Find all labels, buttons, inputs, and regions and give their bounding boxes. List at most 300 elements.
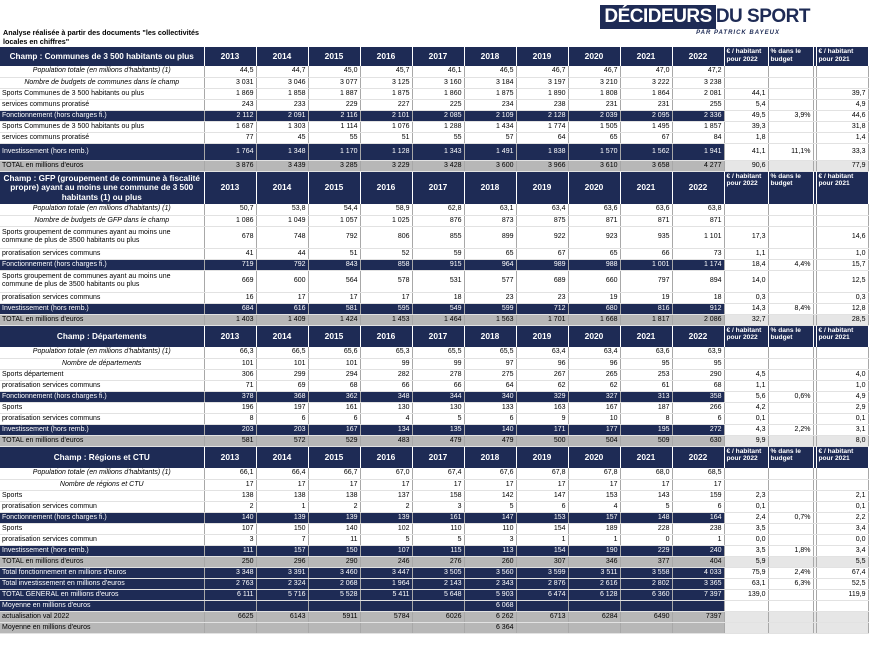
cell-value: 1 101 <box>672 226 724 248</box>
cell-value: 1 864 <box>620 88 672 99</box>
cell-value: 95 <box>620 358 672 369</box>
cell-value: 306 <box>204 369 256 380</box>
cell-value: 912 <box>672 303 724 314</box>
cell-value: 3 210 <box>568 77 620 88</box>
cell-per-capita-2022 <box>724 77 768 88</box>
cell-value: 68,5 <box>672 468 724 479</box>
year-header: 2018 <box>464 446 516 468</box>
cell-value: 3 560 <box>464 567 516 578</box>
row-label: proratisation services communs <box>0 292 204 303</box>
cell-value: 41 <box>204 248 256 259</box>
cell-value: 1 774 <box>516 121 568 132</box>
cell-value: 531 <box>412 270 464 292</box>
cell-value: 3 197 <box>516 77 568 88</box>
cell-value: 233 <box>256 99 308 110</box>
table-row <box>0 589 868 600</box>
row-label: TOTAL en millions d'euros <box>0 435 204 446</box>
cell-value: 139 <box>360 512 412 523</box>
cell-value: 66,5 <box>256 347 308 358</box>
year-header: 2017 <box>412 171 464 204</box>
cell-value: 17 <box>308 292 360 303</box>
cell-value: 9 <box>516 413 568 424</box>
header-per-capita-2022: € / habitant pour 2022 <box>724 325 768 347</box>
cell-value: 2 343 <box>464 578 516 589</box>
table-row <box>0 358 868 369</box>
row-label: Nombre de budgets de GFP dans le champ <box>0 215 204 226</box>
section-title: Champ : Communes de 3 500 habitants ou plus <box>0 47 204 66</box>
cell-value: 6 360 <box>620 589 672 600</box>
cell-value: 5 716 <box>256 589 308 600</box>
cell-budget-share: 8,4% <box>768 303 813 314</box>
cell-value: 858 <box>360 259 412 270</box>
cell-budget-share <box>768 490 813 501</box>
cell-value: 362 <box>308 391 360 402</box>
row-label: services communs proratisé <box>0 132 204 143</box>
cell-value: 1 875 <box>360 88 412 99</box>
cell-value: 17 <box>308 479 360 490</box>
cell-per-capita-2022: 1,1 <box>724 380 768 391</box>
cell-value: 1 128 <box>360 143 412 160</box>
cell-value: 228 <box>620 523 672 534</box>
cell-per-capita-2022: 17,3 <box>724 226 768 248</box>
cell-budget-share <box>768 435 813 446</box>
cell-budget-share: 0,7% <box>768 512 813 523</box>
year-header: 2020 <box>568 171 620 204</box>
cell-value: 2 101 <box>360 110 412 121</box>
cell-budget-share <box>768 380 813 391</box>
cell-value: 150 <box>256 523 308 534</box>
cell-per-capita-2022: 32,7 <box>724 314 768 325</box>
cell-value: 504 <box>568 435 620 446</box>
year-header: 2019 <box>516 446 568 468</box>
cell-value: 4 <box>568 501 620 512</box>
cell-value: 111 <box>204 545 256 556</box>
cell-value: 47,0 <box>620 66 672 77</box>
cell-value: 67,0 <box>360 468 412 479</box>
cell-value: 140 <box>204 512 256 523</box>
cell-value <box>204 622 256 633</box>
cell-value: 4 <box>360 413 412 424</box>
cell-budget-share <box>768 479 813 490</box>
cell-budget-share: 2,2% <box>768 424 813 435</box>
cell-value: 340 <box>464 391 516 402</box>
cell-value: 3 348 <box>204 567 256 578</box>
cell-value: 329 <box>516 391 568 402</box>
cell-value: 66,7 <box>308 468 360 479</box>
cell-value: 4 277 <box>672 160 724 171</box>
row-label: TOTAL en millions d'euros <box>0 556 204 567</box>
cell-value: 2 324 <box>256 578 308 589</box>
cell-value: 134 <box>360 424 412 435</box>
section-title: Champ : Régions et CTU <box>0 446 204 468</box>
table-row <box>0 611 868 622</box>
cell-budget-share: 1,8% <box>768 545 813 556</box>
cell-value: 873 <box>464 215 516 226</box>
cell-value: 915 <box>412 259 464 270</box>
cell-value: 1 303 <box>256 121 308 132</box>
table-row <box>0 435 868 446</box>
year-header: 2013 <box>204 47 256 66</box>
row-label: Sports <box>0 402 204 413</box>
cell-value: 65,5 <box>412 347 464 358</box>
cell-value: 1 687 <box>204 121 256 132</box>
cell-value: 138 <box>308 490 360 501</box>
cell-value: 348 <box>360 391 412 402</box>
cell-value: 203 <box>204 424 256 435</box>
table-row <box>0 88 868 99</box>
cell-value: 1 495 <box>620 121 672 132</box>
cell-per-capita-2022: 4,5 <box>724 369 768 380</box>
table-row <box>0 132 868 143</box>
cell-value: 238 <box>672 523 724 534</box>
row-label: services communs proratisé <box>0 99 204 110</box>
cell-value: 3 365 <box>672 578 724 589</box>
cell-per-capita-2022: 18,4 <box>724 259 768 270</box>
cell-value: 680 <box>568 303 620 314</box>
row-label: Nombre de régions et CTU <box>0 479 204 490</box>
cell-value: 59 <box>412 248 464 259</box>
cell-per-capita-2022 <box>724 347 768 358</box>
row-label: Sports Communes de 3 500 habitants ou plus <box>0 88 204 99</box>
header-per-capita-2021: € / habitant pour 2021 <box>816 47 868 66</box>
cell-value: 158 <box>412 490 464 501</box>
row-label: Total fonctionnement en millions d'euros <box>0 567 204 578</box>
cell-budget-share <box>768 204 813 215</box>
cell-value: 3 600 <box>464 160 516 171</box>
cell-value: 581 <box>308 303 360 314</box>
cell-per-capita-2022: 3,5 <box>724 523 768 534</box>
cell-per-capita-2021: 39,7 <box>816 88 868 99</box>
cell-per-capita-2021: 44,6 <box>816 110 868 121</box>
cell-value: 1 453 <box>360 314 412 325</box>
cell-value: 17 <box>568 479 620 490</box>
cell-value: 17 <box>464 479 516 490</box>
row-label: Fonctionnement (hors charges fi.) <box>0 391 204 402</box>
cell-value: 2 086 <box>672 314 724 325</box>
cell-value: 227 <box>360 99 412 110</box>
cell-value: 572 <box>256 435 308 446</box>
cell-value: 142 <box>464 490 516 501</box>
cell-value: 67,8 <box>568 468 620 479</box>
cell-value: 23 <box>464 292 516 303</box>
cell-per-capita-2022: 90,6 <box>724 160 768 171</box>
cell-value: 23 <box>516 292 568 303</box>
table-row <box>0 77 868 88</box>
cell-value: 189 <box>568 523 620 534</box>
cell-value: 871 <box>620 215 672 226</box>
cell-per-capita-2021: 3,1 <box>816 424 868 435</box>
cell-value: 267 <box>516 369 568 380</box>
cell-value: 96 <box>516 358 568 369</box>
cell-value: 6143 <box>256 611 308 622</box>
year-header: 2022 <box>672 325 724 347</box>
cell-per-capita-2021: 15,7 <box>816 259 868 270</box>
cell-value: 18 <box>672 292 724 303</box>
cell-budget-share <box>768 468 813 479</box>
cell-per-capita-2021: 4,0 <box>816 369 868 380</box>
cell-value: 115 <box>412 545 464 556</box>
cell-budget-share <box>768 556 813 567</box>
cell-budget-share <box>768 611 813 622</box>
cell-value: 69 <box>256 380 308 391</box>
cell-value: 1 860 <box>412 88 464 99</box>
cell-value: 3 285 <box>308 160 360 171</box>
cell-value: 2 085 <box>412 110 464 121</box>
table-row <box>0 347 868 358</box>
cell-value: 231 <box>620 99 672 110</box>
year-header: 2018 <box>464 47 516 66</box>
cell-per-capita-2021: 4,9 <box>816 391 868 402</box>
cell-value: 45 <box>256 132 308 143</box>
cell-value: 894 <box>672 270 724 292</box>
cell-per-capita-2022 <box>724 479 768 490</box>
header-budget-share: % dans le budget <box>768 325 813 347</box>
cell-per-capita-2022: 14,3 <box>724 303 768 314</box>
cell-value: 203 <box>256 424 308 435</box>
cell-value: 6 <box>672 501 724 512</box>
cell-per-capita-2021: 0,1 <box>816 501 868 512</box>
cell-per-capita-2021: 33,3 <box>816 143 868 160</box>
cell-value: 63,9 <box>672 347 724 358</box>
cell-value: 102 <box>360 523 412 534</box>
cell-per-capita-2021 <box>816 358 868 369</box>
year-header: 2015 <box>308 446 360 468</box>
cell-value: 197 <box>256 402 308 413</box>
cell-value: 57 <box>464 132 516 143</box>
cell-value: 67 <box>620 132 672 143</box>
cell-value <box>412 622 464 633</box>
row-label: proratisation services communs <box>0 248 204 259</box>
cell-value: 150 <box>308 545 360 556</box>
cell-per-capita-2021 <box>816 622 868 633</box>
cell-per-capita-2021: 67,4 <box>816 567 868 578</box>
cell-value: 6 128 <box>568 589 620 600</box>
cell-value: 5 411 <box>360 589 412 600</box>
cell-value: 246 <box>360 556 412 567</box>
cell-value: 107 <box>204 523 256 534</box>
cell-value: 99 <box>412 358 464 369</box>
table-row <box>0 578 868 589</box>
cell-per-capita-2022: 41,1 <box>724 143 768 160</box>
cell-value: 77 <box>204 132 256 143</box>
cell-value: 1 114 <box>308 121 360 132</box>
cell-budget-share <box>768 314 813 325</box>
row-label: Sports département <box>0 369 204 380</box>
cell-per-capita-2022 <box>724 204 768 215</box>
cell-value: 368 <box>256 391 308 402</box>
cell-value: 3 <box>204 534 256 545</box>
cell-value: 143 <box>620 490 672 501</box>
cell-per-capita-2022 <box>724 468 768 479</box>
cell-value: 6 <box>464 413 516 424</box>
cell-value: 3 046 <box>256 77 308 88</box>
section-header <box>0 171 868 204</box>
table-row <box>0 490 868 501</box>
cell-per-capita-2022: 75,9 <box>724 567 768 578</box>
cell-value <box>620 622 672 633</box>
cell-value: 549 <box>412 303 464 314</box>
cell-per-capita-2022: 0,1 <box>724 501 768 512</box>
cell-value: 479 <box>464 435 516 446</box>
cell-value: 46,7 <box>568 66 620 77</box>
cell-value: 17 <box>256 479 308 490</box>
cell-per-capita-2021: 8,0 <box>816 435 868 446</box>
cell-value: 899 <box>464 226 516 248</box>
cell-value: 53,8 <box>256 204 308 215</box>
cell-value: 3 966 <box>516 160 568 171</box>
cell-value: 843 <box>308 259 360 270</box>
cell-value: 62 <box>568 380 620 391</box>
cell-value: 875 <box>516 215 568 226</box>
cell-per-capita-2022: 4,2 <box>724 402 768 413</box>
cell-budget-share: 11,1% <box>768 143 813 160</box>
table-row <box>0 501 868 512</box>
cell-value: 10 <box>568 413 620 424</box>
cell-per-capita-2021 <box>816 347 868 358</box>
cell-value: 113 <box>464 545 516 556</box>
cell-value: 1 505 <box>568 121 620 132</box>
year-header: 2017 <box>412 446 464 468</box>
cell-value <box>672 600 724 611</box>
cell-value: 44,7 <box>256 66 308 77</box>
cell-value: 68,0 <box>620 468 672 479</box>
year-header: 2013 <box>204 446 256 468</box>
cell-value: 3 428 <box>412 160 464 171</box>
cell-value: 65 <box>568 248 620 259</box>
cell-value: 225 <box>412 99 464 110</box>
cell-value: 327 <box>568 391 620 402</box>
table-row <box>0 121 868 132</box>
year-header: 2014 <box>256 171 308 204</box>
cell-value: 6 <box>308 413 360 424</box>
cell-value: 1 964 <box>360 578 412 589</box>
cell-value: 6 <box>256 413 308 424</box>
cell-value: 5 648 <box>412 589 464 600</box>
cell-value: 5 528 <box>308 589 360 600</box>
cell-value: 1 025 <box>360 215 412 226</box>
cell-value: 689 <box>516 270 568 292</box>
cell-value: 140 <box>308 523 360 534</box>
cell-budget-share <box>768 66 813 77</box>
cell-value: 137 <box>360 490 412 501</box>
table-row <box>0 215 868 226</box>
cell-value: 5 903 <box>464 589 516 600</box>
table-row <box>0 600 868 611</box>
cell-value: 17 <box>204 479 256 490</box>
cell-value: 1 170 <box>308 143 360 160</box>
cell-value: 130 <box>412 402 464 413</box>
cell-per-capita-2022: 0,3 <box>724 292 768 303</box>
cell-per-capita-2021: 2,9 <box>816 402 868 413</box>
table-row <box>0 512 868 523</box>
cell-value: 153 <box>568 490 620 501</box>
cell-value: 1 701 <box>516 314 568 325</box>
cell-budget-share <box>768 589 813 600</box>
cell-value: 6 <box>516 501 568 512</box>
cell-value: 260 <box>464 556 516 567</box>
cell-value: 660 <box>568 270 620 292</box>
logo-word-decideurs: DÉCIDEURS <box>600 5 715 29</box>
cell-value: 2 <box>204 501 256 512</box>
cell-per-capita-2021: 52,5 <box>816 578 868 589</box>
cell-value: 65,3 <box>360 347 412 358</box>
cell-value: 66 <box>620 248 672 259</box>
cell-value: 47,2 <box>672 66 724 77</box>
cell-per-capita-2022 <box>724 358 768 369</box>
cell-budget-share <box>768 248 813 259</box>
cell-value: 101 <box>256 358 308 369</box>
cell-value: 1 409 <box>256 314 308 325</box>
brand-logo <box>600 5 810 36</box>
cell-value: 1 668 <box>568 314 620 325</box>
cell-value: 147 <box>464 512 516 523</box>
cell-value: 1 343 <box>412 143 464 160</box>
table-row <box>0 556 868 567</box>
cell-value: 6 364 <box>464 622 516 633</box>
year-header: 2021 <box>620 446 672 468</box>
row-label: TOTAL en millions d'euros <box>0 314 204 325</box>
cell-value: 6 474 <box>516 589 568 600</box>
cell-value: 3 031 <box>204 77 256 88</box>
cell-value: 1 <box>568 534 620 545</box>
cell-value: 101 <box>204 358 256 369</box>
cell-value: 6 <box>672 413 724 424</box>
cell-value: 65 <box>568 132 620 143</box>
cell-per-capita-2022 <box>724 622 768 633</box>
cell-value: 1 869 <box>204 88 256 99</box>
cell-value: 272 <box>672 424 724 435</box>
cell-value: 577 <box>464 270 516 292</box>
row-label: Population totale (en millions d'habitants) (1) <box>0 468 204 479</box>
cell-value <box>412 600 464 611</box>
cell-value: 6 068 <box>464 600 516 611</box>
cell-value: 7397 <box>672 611 724 622</box>
cell-value: 6 111 <box>204 589 256 600</box>
cell-value: 989 <box>516 259 568 270</box>
year-header: 2018 <box>464 171 516 204</box>
cell-value: 153 <box>516 512 568 523</box>
cell-value: 1 <box>672 534 724 545</box>
year-header: 2018 <box>464 325 516 347</box>
row-label: Nombre de départements <box>0 358 204 369</box>
cell-value: 65,5 <box>464 347 516 358</box>
cell-value: 3 505 <box>412 567 464 578</box>
cell-value: 6625 <box>204 611 256 622</box>
cell-value: 99 <box>360 358 412 369</box>
cell-per-capita-2022: 3,5 <box>724 545 768 556</box>
cell-per-capita-2021 <box>816 77 868 88</box>
cell-budget-share <box>768 523 813 534</box>
cell-value: 164 <box>672 512 724 523</box>
cell-per-capita-2021 <box>816 468 868 479</box>
row-label: Population totale (en millions d'habitants) (1) <box>0 347 204 358</box>
cell-value: 581 <box>204 435 256 446</box>
cell-value: 17 <box>360 292 412 303</box>
section-title: Champ : Départements <box>0 325 204 347</box>
cell-value: 96 <box>568 358 620 369</box>
cell-value: 161 <box>412 512 464 523</box>
cell-value: 8 <box>620 413 672 424</box>
cell-value: 1 887 <box>308 88 360 99</box>
cell-per-capita-2021: 28,5 <box>816 314 868 325</box>
cell-value: 1 563 <box>464 314 516 325</box>
cell-value: 816 <box>620 303 672 314</box>
cell-budget-share <box>768 77 813 88</box>
cell-value: 2 091 <box>256 110 308 121</box>
cell-per-capita-2022 <box>724 66 768 77</box>
cell-value: 483 <box>360 435 412 446</box>
cell-value: 1 086 <box>204 215 256 226</box>
